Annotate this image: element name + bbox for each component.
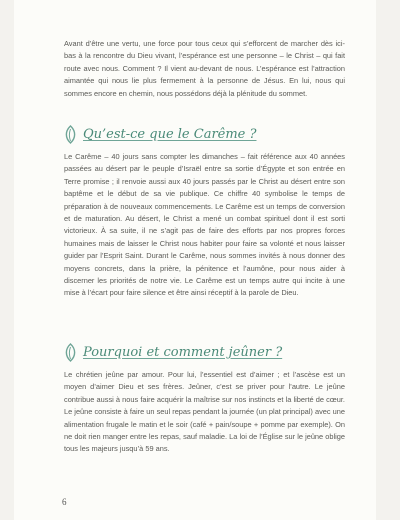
leaf-icon xyxy=(64,343,77,362)
section-heading-careme xyxy=(64,125,256,144)
page-number: 6 xyxy=(62,497,67,507)
leaf-icon xyxy=(64,125,77,144)
book-page xyxy=(14,0,376,520)
heading-title-jeune: Pourquoi et comment jeûner ? xyxy=(83,345,283,360)
heading-title-careme: Qu’est-ce que le Carême ? xyxy=(83,127,257,142)
jeune-paragraph: Le chrétien jeûne par amour. Pour lui, l’essentiel est d’aimer ; et l’ascèse est un moyen d’aimer Dieu et ses frères. Jeûner, c’est se priver pour l’autre. Le jeûne contribue aussi à nous faire acquérir la maîtrise sur nos instincts et la liberté de cœur. Le jeûne consiste à faire un seul repas pendant la journée (un plat principal) avec une alimentation frugale le matin et le soir (café + pain/soupe + pomme par exemple). On ne doit rien manger entre les repas, sauf maladie. La loi de l’Église sur le jeûne oblige tous les majeurs jusqu’à 59 ans. xyxy=(64,370,345,454)
intro-paragraph: Avant d’être une vertu, une force pour tous ceux qui s’efforcent de marcher dès ici-bas à la rencontre du Dieu vivant, l’espérance est une personne – le Christ – qui fait route avec nous. Comment ? Il vient au-devant de nous. L’espérance est l’attraction aimantée qui nous lie plus fermement à la personne de Jésus. En lui, nous qui sommes encore en chemin, nous possédons déjà la plénitude du sommet. xyxy=(64,39,345,98)
careme-paragraph: Le Carême – 40 jours sans compter les dimanches – fait référence aux 40 années passées au désert par le peuple d’Israël entre sa sortie d’Égypte et son entrée en Terre promise ; il renvoie aussi aux 40 jours passés par le Christ au désert entre son baptême et le début de sa vie publique. Ce chiffre 40 symbolise le temps de préparation à de nouveaux commencements. Le Carême est un temps de conversion et de maturation. Au désert, le Christ a mené un combat spirituel dont il est sorti victorieux. À sa suite, il ne s’agit pas de faire des efforts par nos propres forces humaines mais de laisser le Christ nous habiter pour faire sa volonté et nous laisser guider par l’Esprit Saint. Durant le Carême, nous sommes invités à nous donner des moyens concrets, dans la prière, la pénitence et l’aumône, pour nous aider à discerner les priorités de notre vie. Le Carême est un temps autre qui incite à une mise à l’écart pour faire silence et être ainsi réceptif à la parole de Dieu. xyxy=(64,152,345,298)
section-heading-jeune xyxy=(64,343,282,362)
